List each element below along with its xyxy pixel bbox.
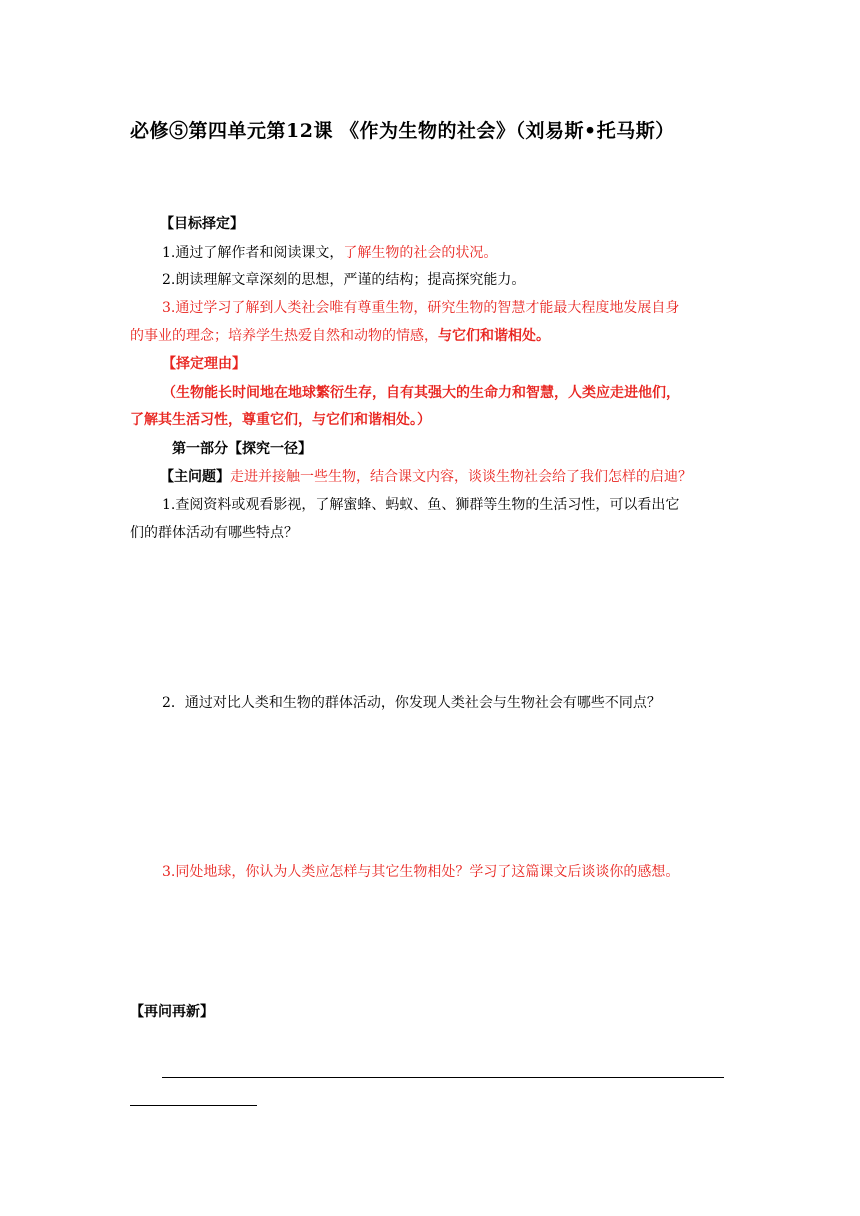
objective-item-3-line-1: 3.通过学习了解到人类社会唯有尊重生物，研究生物的智慧才能最大程度地发展自身 bbox=[162, 300, 680, 316]
objective-item-3-text: 的事业的理念；培养学生热爱自然和动物的情感， bbox=[130, 328, 438, 344]
objectives-heading: 【目标择定】 bbox=[160, 216, 244, 232]
main-question-label: 【主问题】 bbox=[160, 469, 230, 485]
reason-line-1: （生物能长时间地在地球繁衍生存，自有其强大的生命力和智慧，人类应走进他们， bbox=[162, 385, 680, 401]
objective-item-1 bbox=[162, 243, 497, 263]
main-question bbox=[160, 467, 692, 487]
reason-line-2: 了解其生活习性，尊重它们，与它们和谐相处。） bbox=[130, 412, 431, 428]
page-title: 必修⑤第四单元第12课 《作为生物的社会》（刘易斯•托马斯） bbox=[130, 120, 675, 142]
objective-item-2: 2.朗读理解文章深刻的思想，严谨的结构；提高探究能力。 bbox=[162, 272, 526, 288]
answer-line bbox=[162, 1077, 724, 1078]
review-heading: 【再问再新】 bbox=[130, 1004, 214, 1020]
reason-heading: 【择定理由】 bbox=[162, 356, 246, 372]
footnote-separator bbox=[130, 1105, 257, 1106]
question-1-line-2: 们的群体活动有哪些特点？ bbox=[130, 525, 298, 541]
objective-item-1-highlight: 了解生物的社会的状况。 bbox=[343, 245, 498, 261]
objective-item-3-line-2 bbox=[130, 326, 550, 346]
part1-heading: 第一部分【探究一径】 bbox=[172, 441, 312, 457]
question-1-line-1: 1.查阅资料或观看影视，了解蜜蜂、蚂蚁、鱼、狮群等生物的生活习性，可以看出它 bbox=[162, 497, 680, 513]
question-3: 3.同处地球，你认为人类应怎样与其它生物相处？学习了这篇课文后谈谈你的感想。 bbox=[162, 864, 680, 880]
question-2: 2．通过对比人类和生物的群体活动，你发现人类社会与生物社会有哪些不同点？ bbox=[162, 695, 661, 711]
objective-item-1-text: 1.通过了解作者和阅读课文， bbox=[162, 245, 344, 261]
main-question-text: 走进并接触一些生物，结合课文内容，谈谈生物社会给了我们怎样的启迪？ bbox=[230, 469, 692, 485]
objective-item-3-emphasis: 与它们和谐相处。 bbox=[438, 328, 550, 344]
